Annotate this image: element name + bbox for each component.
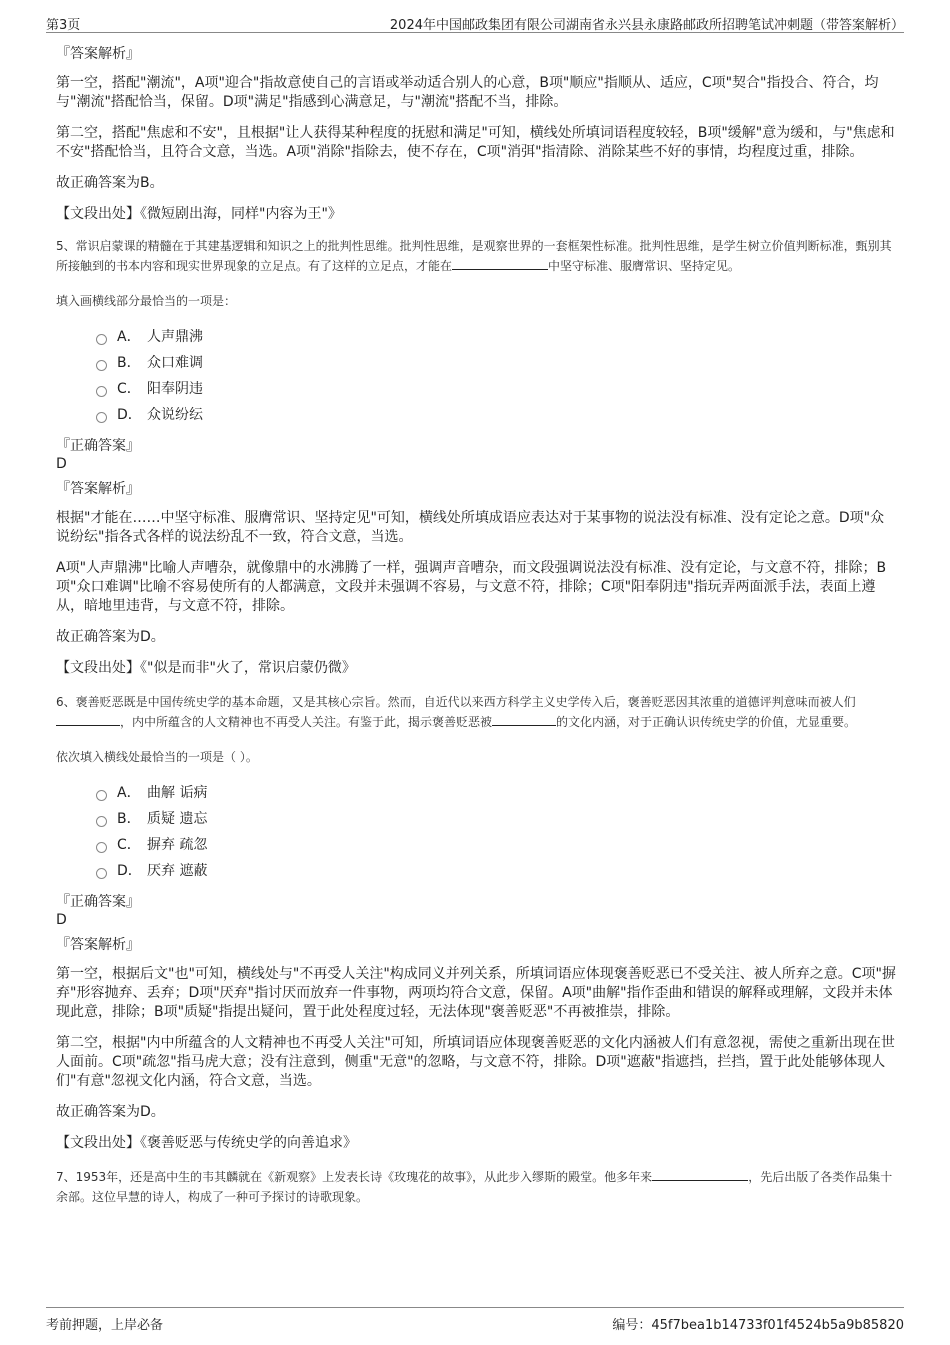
option-text: 曲解 诟病: [147, 785, 208, 801]
answer-conclusion: 故正确答案为D。: [56, 629, 165, 645]
radio-icon[interactable]: [96, 334, 107, 345]
analysis-label: 『答案解析』: [56, 937, 140, 953]
fill-blank: [56, 713, 120, 726]
question-text: 5、常识启蒙课的精髓在于其建基逻辑和知识之上的批判性思维。批判性思维，是观察世界的一套框架性标准。批判性思维，是学生树立价值判断标准，甄别其所接触到的书本内容和现实世界现象的立足点。有了这样的立足点，才能在: [56, 239, 892, 273]
question-text: 7、1953年，还是高中生的韦其麟就在《新观察》上发表长诗《玫瑰花的故事》，从此步入缪斯的殿堂。他多年来: [56, 1170, 653, 1184]
answer-conclusion: 故正确答案为B。: [56, 175, 164, 191]
analysis-paragraph: 根据"才能在……中坚守标准、服膺常识、坚持定见"可知，横线处所填成语应表达对于某事物的说法没有标准、没有定论之意。D项"众说纷纭"指各式各样的说法纷乱不一致，符合文意，当选。: [56, 510, 885, 545]
analysis-paragraph: 第二空，搭配"焦虑和不安"，且根据"让人获得某种程度的抚慰和满足"可知，横线处所填词语程度较轻，B项"缓解"意为缓和，与"焦虑和不安"搭配恰当，且符合文意，当选。A项"消除"指除去，使不存在，C项"消弭"指清除、消除某些不好的事情，均程度过重，排除。: [56, 125, 895, 160]
correct-answer-label: 『正确答案』: [56, 894, 140, 910]
option-a[interactable]: [96, 323, 896, 349]
radio-icon[interactable]: [96, 868, 107, 879]
question-6-options: [96, 779, 896, 883]
analysis-label: 『答案解析』: [56, 46, 140, 62]
question-text: 中坚守标准、服膺常识、坚持定见。: [548, 259, 741, 273]
question-5-options: [96, 323, 896, 427]
question-text: ，先后出版了各类作品集十余部。这位早慧的诗人，构成了一种可予探讨的诗歌现象。: [56, 1170, 893, 1204]
correct-answer-label: 『正确答案』: [56, 438, 140, 454]
analysis-label: 『答案解析』: [56, 481, 140, 497]
radio-icon[interactable]: [96, 412, 107, 423]
question-prompt: 依次填入横线处最恰当的一项是（ ）。: [56, 750, 258, 764]
page-header: [46, 12, 904, 33]
question-text: 的文化内涵，对于正确认识传统史学的价值，尤显重要。: [556, 715, 857, 729]
option-text: 厌弃 遮蔽: [147, 863, 208, 879]
option-c[interactable]: [96, 831, 896, 857]
option-text: 人声鼎沸: [147, 329, 203, 345]
option-letter: D．: [117, 407, 142, 423]
question-prompt: 填入画横线部分最恰当的一项是：: [56, 294, 237, 308]
radio-icon[interactable]: [96, 790, 107, 801]
question-text: 6、褒善贬恶既是中国传统史学的基本命题，又是其核心宗旨。然而，自近代以来西方科学主义史学传入后，褒善贬恶因其浓重的道德评判意味而被人们: [56, 695, 856, 709]
option-letter: D．: [117, 863, 142, 879]
analysis-paragraph: 第一空，搭配"潮流"，A项"迎合"指故意使自己的言语或举动适合别人的心意，B项"顺应"指顺从、适应，C项"契合"指投合、符合，均与"潮流"搭配恰当，保留。D项"满足"指感到心满意足，与"潮流"搭配不当，排除。: [56, 75, 879, 110]
analysis-paragraph: A项"人声鼎沸"比喻人声嘈杂，就像鼎中的水沸腾了一样，强调声音嘈杂，而文段强调说法没有标准、没有定论，与文意不符，排除；B项"众口难调"比喻不容易使所有的人都满意，文段并未强调不容易，与文意不符，排除；C项"阳奉阴违"指玩弄两面派手法，表面上遵从，暗地里违背，与文意不符，排除。: [56, 560, 887, 614]
correct-answer-value: D: [56, 456, 67, 472]
option-letter: C．: [117, 837, 141, 853]
document-title: 2024年中国邮政集团有限公司湖南省永兴县永康路邮政所招聘笔试冲刺题（带答案解析）: [389, 18, 904, 33]
option-letter: C．: [117, 381, 141, 397]
radio-icon[interactable]: [96, 386, 107, 397]
analysis-paragraph: 第一空，根据后文"也"可知，横线处与"不再受人关注"构成同义并列关系，所填词语应体现褒善贬恶已不受关注、被人所弃之意。C项"摒弃"形容抛弃、丢弃；D项"厌弃"指讨厌而放弃一件事物，两项均符合文意，保留。A项"曲解"指作歪曲和错误的解释或理解，文段并未体现此意，排除；B项"质疑"指提出疑问，置于此处程度过轻，无法体现"褒善贬恶"不再被推崇，排除。: [56, 966, 896, 1020]
radio-icon[interactable]: [96, 842, 107, 853]
radio-icon[interactable]: [96, 816, 107, 827]
option-d[interactable]: [96, 857, 896, 883]
text-source: 【文段出处】《"似是而非"火了，常识启蒙仍微》: [56, 660, 356, 676]
page-footer: [46, 1307, 904, 1332]
question-6-stem: [56, 692, 896, 732]
footer-slogan: 考前押题，上岸必备: [46, 1318, 164, 1333]
question-5-stem: [56, 236, 896, 276]
text-source: 【文段出处】《微短剧出海，同样"内容为王"》: [56, 206, 342, 222]
option-letter: B．: [117, 811, 141, 827]
option-letter: B．: [117, 355, 141, 371]
option-letter: A．: [117, 329, 141, 345]
fill-blank: [452, 257, 548, 270]
option-d[interactable]: [96, 401, 896, 427]
option-text: 阳奉阴违: [147, 381, 203, 397]
fill-blank: [652, 1168, 748, 1181]
option-c[interactable]: [96, 375, 896, 401]
option-text: 众口难调: [147, 355, 203, 371]
option-text: 众说纷纭: [147, 407, 203, 423]
fill-blank: [492, 713, 556, 726]
option-b[interactable]: [96, 349, 896, 375]
document-id: 编号：45f7bea1b14733f01f4524b5a9b85820: [612, 1318, 904, 1333]
option-a[interactable]: [96, 779, 896, 805]
question-text: ，内中所蕴含的人文精神也不再受人关注。有鉴于此，揭示褒善贬恶被: [120, 715, 493, 729]
text-source: 【文段出处】《褒善贬恶与传统史学的向善追求》: [56, 1135, 357, 1151]
answer-conclusion: 故正确答案为D。: [56, 1104, 165, 1120]
option-text: 摒弃 疏忽: [147, 837, 208, 853]
option-letter: A．: [117, 785, 141, 801]
radio-icon[interactable]: [96, 360, 107, 371]
correct-answer-value: D: [56, 912, 67, 928]
document-body: [56, 44, 896, 1217]
option-text: 质疑 遗忘: [147, 811, 208, 827]
question-7-stem: [56, 1167, 896, 1207]
option-b[interactable]: [96, 805, 896, 831]
page-number: 第3页: [46, 18, 81, 33]
analysis-paragraph: 第二空，根据"内中所蕴含的人文精神也不再受人关注"可知，所填词语应体现褒善贬恶的文化内涵被人们有意忽视，需使之重新出现在世人面前。C项"疏忽"指马虎大意；没有注意到，侧重"无意"的忽略，与文意不符，排除。D项"遮蔽"指遮挡，拦挡，置于此处能够体现人们"有意"忽视文化内涵，符合文意，当选。: [56, 1035, 895, 1089]
